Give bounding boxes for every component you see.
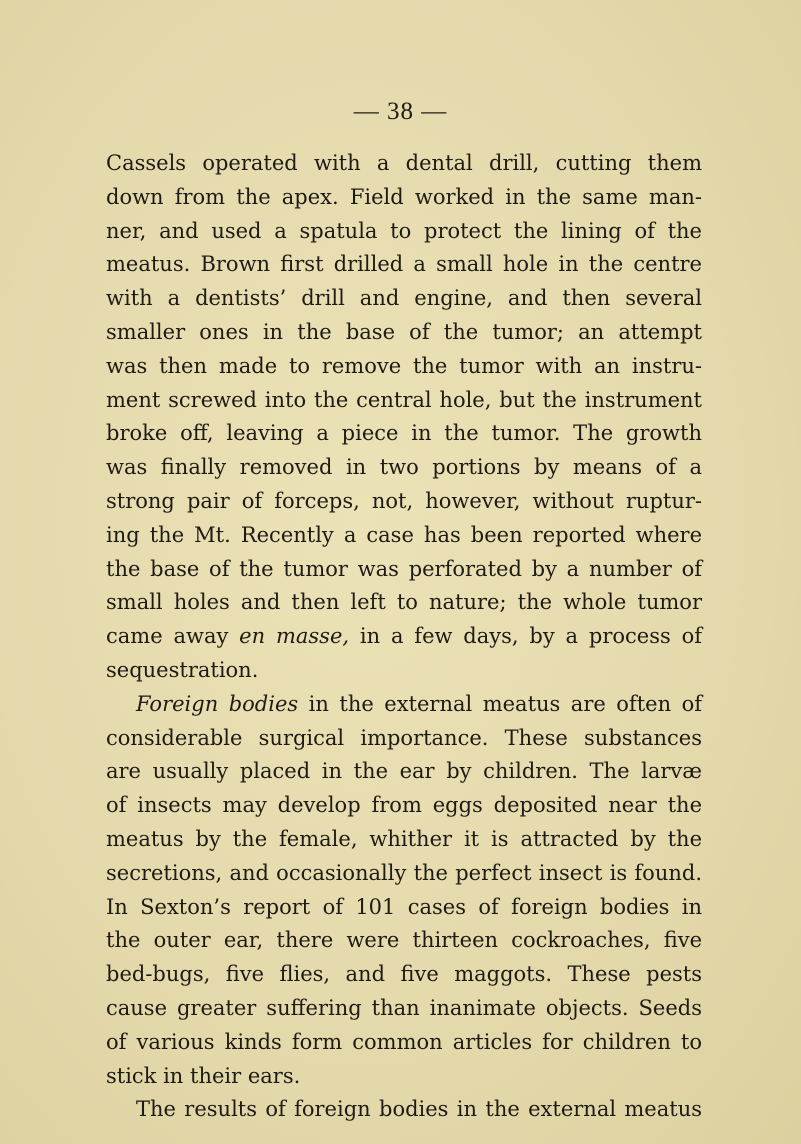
text-line: strong pair of forceps, not, however, without ruptur- bbox=[106, 488, 702, 513]
text-line: the outer ear, there were thirteen cockroaches, five bbox=[106, 928, 702, 953]
body-text bbox=[106, 147, 702, 1127]
text-line: ing the Mt. Recently a case has been reported where bbox=[106, 522, 702, 547]
text-line: broke off, leaving a piece in the tumor. The growth bbox=[106, 421, 702, 446]
text-line: Cassels operated with a dental drill, cutting them bbox=[106, 151, 702, 175]
text-line: secretions, and occasionally the perfect insect is found. bbox=[106, 860, 702, 885]
text-line: stick in their ears. bbox=[106, 1063, 301, 1088]
text-line: down from the apex. Field worked in the same man- bbox=[106, 184, 702, 209]
text-run: in a few days, by a process of bbox=[349, 624, 703, 649]
paragraph-foreign-bodies bbox=[106, 688, 702, 1094]
text-line bbox=[106, 688, 702, 722]
text-line: ment screwed into the central hole, but the instrument bbox=[106, 387, 702, 412]
paragraph-drill-operations bbox=[106, 147, 702, 688]
text-line: sequestration. bbox=[106, 657, 259, 682]
text-line: was finally removed in two portions by means of a bbox=[106, 455, 702, 480]
text-line bbox=[106, 620, 702, 654]
text-line: smaller ones in the base of the tumor; an attempt bbox=[106, 319, 702, 344]
text-line: with a dentists’ drill and engine, and then several bbox=[106, 286, 702, 311]
italic-phrase-foreign-bodies: Foreign bodies bbox=[136, 691, 299, 716]
text-line: meatus. Brown first drilled a small hole in the centre bbox=[106, 252, 702, 277]
text-line: of various kinds form common articles for children to bbox=[106, 1029, 702, 1054]
text-line: of insects may develop from eggs deposited near the bbox=[106, 793, 702, 818]
page-number: — 38 — bbox=[353, 98, 448, 125]
text-line: The results of foreign bodies in the external meatus bbox=[136, 1097, 702, 1122]
text-line: In Sexton’s report of 101 cases of foreign bodies in bbox=[106, 894, 702, 919]
text-line: meatus by the female, whither it is attracted by the bbox=[106, 826, 702, 851]
text-line: cause greater suffering than inanimate objects. Seeds bbox=[106, 995, 702, 1020]
text-line: are usually placed in the ear by children. The larvæ bbox=[106, 759, 702, 784]
text-line: the base of the tumor was perforated by a number of bbox=[106, 556, 702, 581]
text-line: considerable surgical importance. These substances bbox=[106, 725, 702, 750]
text-run: in the external meatus are often of bbox=[298, 691, 703, 716]
text-run: came away bbox=[106, 624, 240, 649]
text-line: bed-bugs, five flies, and five maggots. These pests bbox=[106, 962, 702, 987]
italic-phrase-en-masse: en masse, bbox=[239, 624, 350, 649]
text-line: small holes and then left to nature; the whole tumor bbox=[106, 590, 702, 615]
paragraph-results bbox=[106, 1093, 702, 1127]
text-line: ner, and used a spatula to protect the lining of the bbox=[106, 218, 702, 243]
text-line: was then made to remove the tumor with an instru- bbox=[106, 353, 702, 378]
